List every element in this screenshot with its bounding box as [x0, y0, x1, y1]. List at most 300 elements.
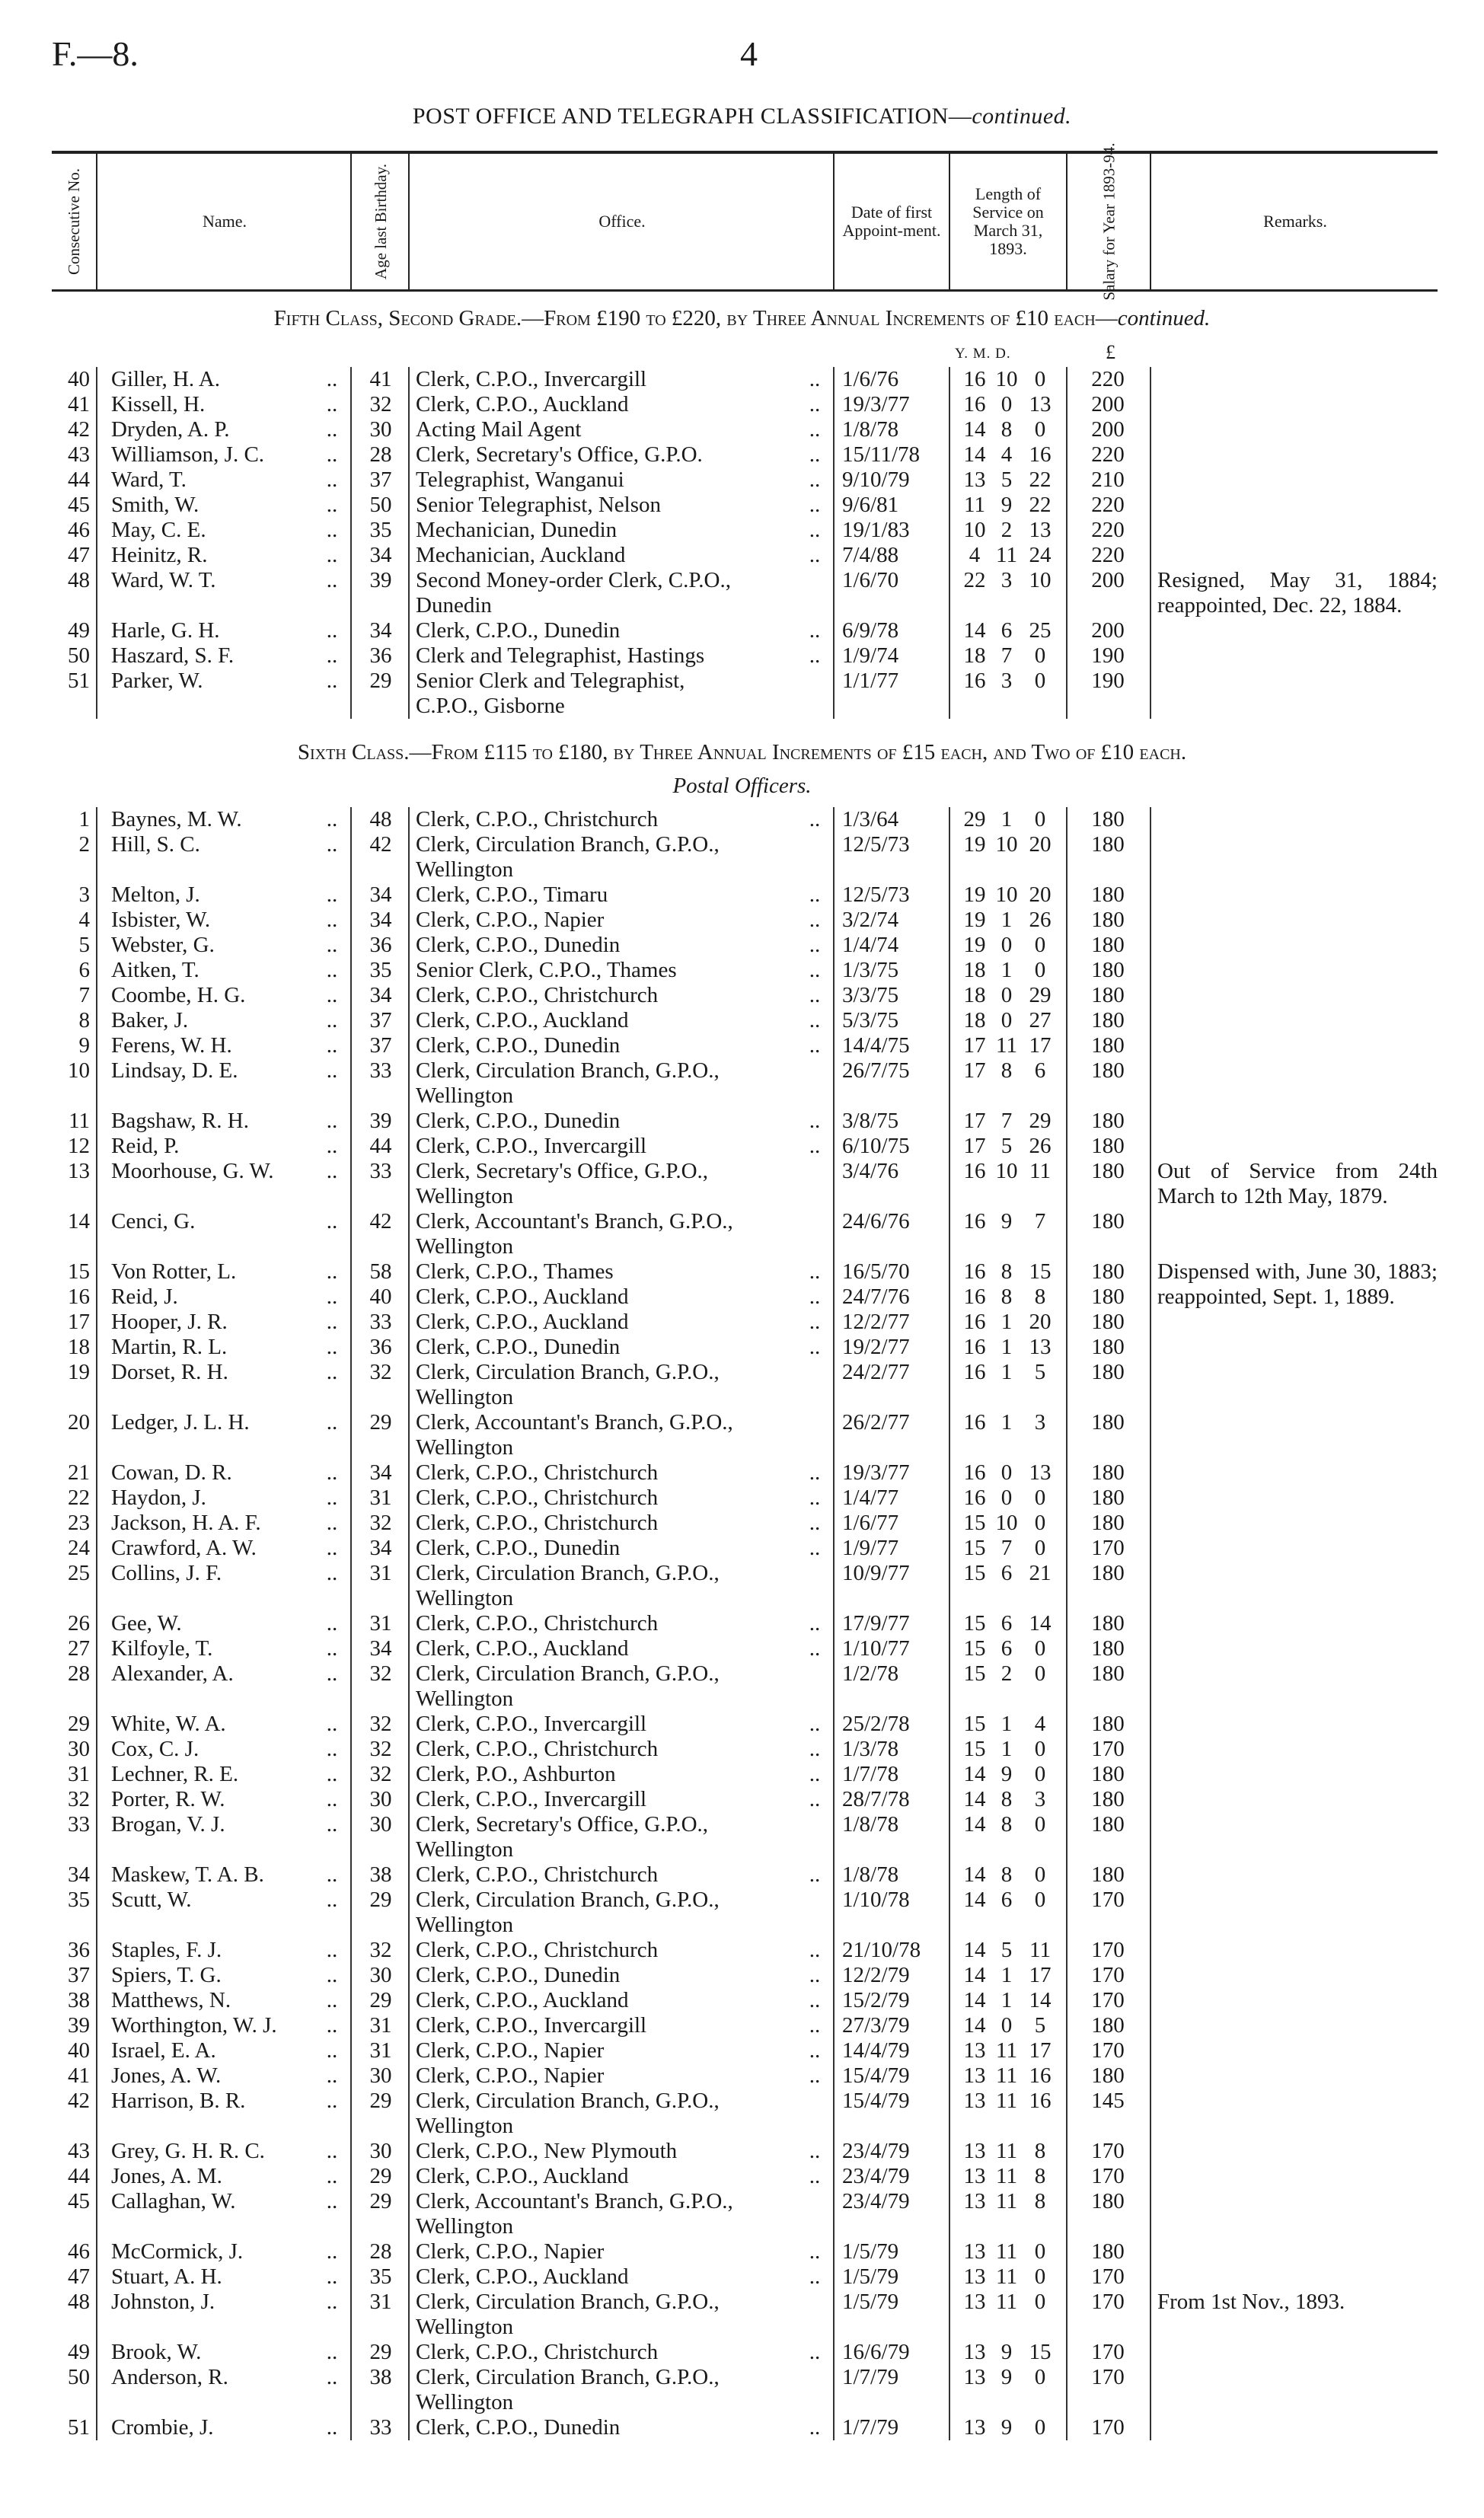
service-years: 15	[963, 1712, 986, 1736]
consecutive-number: 19	[68, 1360, 90, 1384]
appointment-date: 7/4/88	[842, 543, 899, 567]
employee-name: Dorset, R. H.	[111, 1360, 228, 1384]
office-cell	[416, 1636, 842, 1661]
header-office: Office.	[408, 154, 835, 289]
office-cell	[416, 1862, 842, 1888]
consecutive-number: 4	[78, 908, 90, 932]
office-line-continued: Dunedin	[416, 593, 492, 618]
service-days: 8	[1034, 2189, 1046, 2213]
table-row	[52, 1737, 1438, 1762]
service-months: 11	[996, 2139, 1017, 2163]
office-cell	[416, 518, 842, 543]
service-years: 13	[963, 2365, 986, 2389]
salary-value: 180	[1091, 1285, 1125, 1309]
office-line-continued: Wellington	[416, 2315, 514, 2339]
consecutive-number: 43	[68, 442, 90, 467]
consecutive-number: 40	[68, 367, 90, 391]
appointment-date: 3/3/75	[842, 983, 899, 1007]
appointment-date: 1/9/74	[842, 643, 899, 668]
leader-dots: ..	[326, 1486, 338, 1510]
leader-dots: ..	[326, 1310, 338, 1334]
leader-dots: ..	[809, 543, 821, 567]
employee-name: Cenci, G.	[111, 1209, 196, 1233]
service-months: 1	[1001, 1988, 1013, 2012]
service-years: 16	[963, 1486, 986, 1510]
column-rule	[949, 367, 950, 719]
salary-value: 170	[1091, 2340, 1125, 2364]
employee-name: Aitken, T.	[111, 958, 199, 982]
consecutive-number: 48	[68, 568, 90, 592]
office-line: Clerk, C.P.O., Christchurch	[416, 1511, 659, 1535]
table-row	[52, 392, 1438, 417]
salary-value: 180	[1091, 2013, 1125, 2038]
leader-dots: ..	[809, 958, 821, 982]
salary-value: 180	[1091, 1812, 1125, 1837]
appointment-date: 1/7/79	[842, 2415, 899, 2440]
age-value: 48	[369, 807, 392, 831]
service-months: 5	[1001, 1938, 1013, 1962]
leader-dots: ..	[326, 1737, 338, 1761]
service-days: 8	[1034, 2164, 1046, 2188]
office-line: Clerk and Telegraphist, Hastings	[416, 643, 705, 668]
employee-name: Heinitz, R.	[111, 543, 208, 567]
appointment-date: 19/3/77	[842, 392, 910, 416]
appointment-date: 24/7/76	[842, 1285, 910, 1309]
service-days: 22	[1029, 468, 1052, 492]
consecutive-number: 9	[78, 1033, 90, 1058]
appointment-date: 19/1/83	[842, 518, 910, 542]
leader-dots: ..	[326, 958, 338, 982]
consecutive-number: 28	[68, 1661, 90, 1686]
salary-value: 145	[1091, 2089, 1125, 2113]
employee-name: Giller, H. A.	[111, 367, 221, 391]
service-years: 18	[963, 643, 986, 668]
table-row	[52, 1486, 1438, 1511]
appointment-date: 27/3/79	[842, 2013, 910, 2038]
consecutive-number: 6	[78, 958, 90, 982]
consecutive-number: 49	[68, 2340, 90, 2364]
service-days: 16	[1029, 2089, 1052, 2113]
age-value: 29	[369, 669, 392, 693]
leader-dots: ..	[809, 1134, 821, 1158]
service-years: 13	[963, 2164, 986, 2188]
office-line: Clerk, C.P.O., Dunedin	[416, 2415, 621, 2440]
age-value: 35	[369, 958, 392, 982]
leader-dots: ..	[809, 392, 821, 416]
consecutive-number: 35	[68, 1888, 90, 1912]
column-rule	[96, 807, 97, 2440]
appointment-date: 9/6/81	[842, 493, 899, 517]
leader-dots: ..	[809, 1938, 821, 1962]
leader-dots: ..	[809, 417, 821, 442]
service-years: 16	[963, 392, 986, 416]
service-days: 4	[1034, 1712, 1046, 1736]
leader-dots: ..	[809, 933, 821, 957]
office-line: Mechanician, Dunedin	[416, 518, 618, 542]
office-line: Clerk, C.P.O., Dunedin	[416, 1109, 621, 1133]
office-line: Clerk, C.P.O., Christchurch	[416, 2340, 659, 2364]
service-days: 8	[1034, 2139, 1046, 2163]
appointment-date: 15/2/79	[842, 1988, 910, 2012]
table-row	[52, 1058, 1438, 1109]
age-value: 29	[369, 2340, 392, 2364]
service-days: 0	[1034, 2264, 1046, 2289]
age-value: 32	[369, 392, 392, 416]
salary-value: 220	[1091, 493, 1125, 517]
age-value: 44	[369, 1134, 392, 1158]
leader-dots: ..	[326, 1963, 338, 1987]
age-value: 32	[369, 1938, 392, 1962]
service-days: 0	[1034, 1762, 1046, 1786]
service-days: 13	[1029, 518, 1052, 542]
service-months: 7	[1001, 1536, 1013, 1560]
leader-dots: ..	[809, 618, 821, 643]
office-cell	[416, 2189, 842, 2239]
header-remarks: Remarks.	[1150, 154, 1439, 289]
service-months: 11	[996, 1033, 1017, 1058]
service-years: 14	[963, 442, 986, 467]
office-line: Clerk, C.P.O., Thames	[416, 1259, 614, 1284]
consecutive-number: 8	[78, 1008, 90, 1032]
remarks-text: From 1st Nov., 1893.	[1157, 2290, 1345, 2314]
employee-name: Ferens, W. H.	[111, 1033, 232, 1058]
service-days: 22	[1029, 493, 1052, 517]
age-value: 32	[369, 1737, 392, 1761]
appointment-date: 28/7/78	[842, 1787, 910, 1811]
employee-name: Alexander, A.	[111, 1661, 234, 1686]
office-line: Clerk, P.O., Ashburton	[416, 1762, 616, 1786]
office-cell	[416, 442, 842, 468]
service-years: 17	[963, 1109, 986, 1133]
column-rule	[949, 807, 950, 2440]
salary-value: 170	[1091, 1888, 1125, 1912]
appointment-date: 1/3/78	[842, 1737, 899, 1761]
employee-name: Harle, G. H.	[111, 618, 220, 643]
salary-value: 170	[1091, 2038, 1125, 2063]
service-days: 14	[1029, 1611, 1052, 1636]
service-days: 3	[1034, 1410, 1046, 1435]
office-line: Clerk, C.P.O., Napier	[416, 2063, 605, 2088]
service-months: 1	[1001, 1335, 1013, 1359]
consecutive-number: 30	[68, 1737, 90, 1761]
header-name: Name.	[96, 154, 352, 289]
employee-name: Von Rotter, L.	[111, 1259, 237, 1284]
service-months: 6	[1001, 1636, 1013, 1661]
office-line: Clerk, Circulation Branch, G.P.O.,	[416, 1661, 720, 1686]
consecutive-number: 1	[78, 807, 90, 831]
consecutive-number: 2	[78, 832, 90, 857]
office-cell	[416, 1963, 842, 1988]
age-value: 32	[369, 1511, 392, 1535]
service-months: 0	[1001, 983, 1013, 1007]
service-months: 6	[1001, 1611, 1013, 1636]
age-value: 42	[369, 832, 392, 857]
service-years: 13	[963, 2189, 986, 2213]
age-value: 39	[369, 568, 392, 592]
service-days: 26	[1029, 908, 1052, 932]
age-value: 32	[369, 1712, 392, 1736]
leader-dots: ..	[326, 908, 338, 932]
office-line-continued: Wellington	[416, 1435, 514, 1460]
leader-dots: ..	[326, 1033, 338, 1058]
leader-dots: ..	[809, 1862, 821, 1887]
leader-dots: ..	[326, 2264, 338, 2289]
employee-name: Jones, A. W.	[111, 2063, 222, 2088]
office-cell	[416, 1737, 842, 1762]
office-cell	[416, 468, 842, 493]
service-days: 16	[1029, 442, 1052, 467]
employee-name: Israel, E. A.	[111, 2038, 216, 2063]
appointment-date: 1/6/70	[842, 568, 899, 592]
office-cell	[416, 1209, 842, 1259]
service-years: 17	[963, 1134, 986, 1158]
service-months: 1	[1001, 1360, 1013, 1384]
office-cell	[416, 2365, 842, 2415]
age-value: 35	[369, 518, 392, 542]
office-cell	[416, 493, 842, 518]
employee-name: Grey, G. H. R. C.	[111, 2139, 265, 2163]
office-line: Clerk, C.P.O., Auckland	[416, 1008, 629, 1032]
age-value: 30	[369, 1963, 392, 1987]
column-rule	[1066, 807, 1068, 2440]
leader-dots: ..	[809, 2264, 821, 2289]
subsection-heading-postal-officers: Postal Officers.	[672, 774, 812, 798]
service-days: 0	[1034, 2365, 1046, 2389]
office-cell	[416, 1460, 842, 1486]
salary-value: 180	[1091, 1636, 1125, 1661]
age-value: 36	[369, 643, 392, 668]
office-line: Clerk, C.P.O., Auckland	[416, 1636, 629, 1661]
office-line: Senior Clerk and Telegraphist,	[416, 669, 685, 693]
appointment-date: 26/7/75	[842, 1058, 910, 1083]
remarks-text: Resigned, May 31, 1884; reappointed, Dec. 22, 1884.	[1157, 568, 1438, 618]
leader-dots: ..	[809, 2063, 821, 2088]
leader-dots: ..	[809, 1335, 821, 1359]
table-row	[52, 1988, 1438, 2013]
leader-dots: ..	[326, 882, 338, 907]
age-value: 31	[369, 2013, 392, 2038]
age-value: 30	[369, 2063, 392, 2088]
column-rule	[350, 807, 352, 2440]
appointment-date: 1/7/79	[842, 2365, 899, 2389]
table-row	[52, 643, 1438, 669]
service-months: 11	[996, 2164, 1017, 2188]
age-value: 28	[369, 442, 392, 467]
salary-value: 210	[1091, 468, 1125, 492]
leader-dots: ..	[326, 2089, 338, 2113]
appointment-date: 12/5/73	[842, 832, 910, 857]
salary-value: 180	[1091, 1134, 1125, 1158]
salary-value: 180	[1091, 832, 1125, 857]
employee-name: Ward, T.	[111, 468, 187, 492]
leader-dots: ..	[809, 1460, 821, 1485]
service-months: 7	[1001, 1109, 1013, 1133]
service-days: 29	[1029, 983, 1052, 1007]
age-value: 31	[369, 1561, 392, 1585]
fifth-class-table	[52, 367, 1438, 719]
office-cell	[416, 392, 842, 417]
service-years: 18	[963, 983, 986, 1007]
office-cell	[416, 958, 842, 983]
appointment-date: 1/2/78	[842, 1661, 899, 1686]
office-line: Senior Clerk, C.P.O., Thames	[416, 958, 677, 982]
service-days: 27	[1029, 1008, 1052, 1032]
office-line: Clerk, Circulation Branch, G.P.O.,	[416, 832, 720, 857]
office-line: Clerk, Circulation Branch, G.P.O.,	[416, 1888, 720, 1912]
employee-name: Worthington, W. J.	[111, 2013, 277, 2038]
service-years: 14	[963, 1938, 986, 1962]
employee-name: McCormick, J.	[111, 2239, 244, 2264]
table-row	[52, 669, 1438, 719]
employee-name: Moorhouse, G. W.	[111, 1159, 274, 1183]
salary-value: 220	[1091, 442, 1125, 467]
employee-name: Scutt, W.	[111, 1888, 192, 1912]
leader-dots: ..	[809, 442, 821, 467]
salary-value: 180	[1091, 2063, 1125, 2088]
office-line: Clerk, Circulation Branch, G.P.O.,	[416, 1058, 720, 1083]
leader-dots: ..	[809, 983, 821, 1007]
service-years: 15	[963, 1561, 986, 1585]
service-years: 15	[963, 1511, 986, 1535]
service-years: 16	[963, 1285, 986, 1309]
appointment-date: 1/10/77	[842, 1636, 910, 1661]
leader-dots: ..	[326, 1159, 338, 1183]
office-cell	[416, 1410, 842, 1460]
service-months: 6	[1001, 1561, 1013, 1585]
service-months: 0	[1001, 933, 1013, 957]
office-line: Clerk, C.P.O., Dunedin	[416, 1033, 621, 1058]
appointment-date: 23/4/79	[842, 2164, 910, 2188]
service-years: 4	[969, 543, 981, 567]
service-years: 14	[963, 417, 986, 442]
age-value: 37	[369, 1033, 392, 1058]
salary-value: 180	[1091, 1611, 1125, 1636]
age-value: 50	[369, 493, 392, 517]
office-cell	[416, 2013, 842, 2038]
salary-value: 200	[1091, 392, 1125, 416]
service-months: 9	[1001, 2340, 1013, 2364]
leader-dots: ..	[809, 1611, 821, 1636]
office-cell	[416, 1335, 842, 1360]
service-years: 13	[963, 2340, 986, 2364]
service-years: 15	[963, 1611, 986, 1636]
salary-value: 180	[1091, 1209, 1125, 1233]
office-cell	[416, 908, 842, 933]
service-months: 0	[1001, 1486, 1013, 1510]
employee-name: Kilfoyle, T.	[111, 1636, 213, 1661]
leader-dots: ..	[809, 1310, 821, 1334]
leader-dots: ..	[326, 468, 338, 492]
table-row	[52, 832, 1438, 882]
office-line: Clerk, C.P.O., Dunedin	[416, 1963, 621, 1987]
service-years: 16	[963, 1259, 986, 1284]
consecutive-number: 51	[68, 669, 90, 693]
appointment-date: 3/4/76	[842, 1159, 899, 1183]
service-days: 6	[1034, 1058, 1046, 1083]
consecutive-number: 48	[68, 2290, 90, 2314]
consecutive-number: 50	[68, 2365, 90, 2389]
service-years: 17	[963, 1058, 986, 1083]
employee-name: Ward, W. T.	[111, 568, 216, 592]
service-years: 16	[963, 1335, 986, 1359]
salary-value: 220	[1091, 543, 1125, 567]
table-row	[52, 1636, 1438, 1661]
leader-dots: ..	[326, 1360, 338, 1384]
office-cell	[416, 1259, 842, 1285]
age-value: 58	[369, 1259, 392, 1284]
table-row	[52, 1008, 1438, 1033]
leader-dots: ..	[326, 442, 338, 467]
salary-value: 170	[1091, 1938, 1125, 1962]
office-line: Clerk, Secretary's Office, G.P.O.,	[416, 1159, 709, 1183]
header-salary: Salary for Year 1893-94.	[1066, 154, 1151, 289]
leader-dots: ..	[326, 1636, 338, 1661]
office-line-continued: Wellington	[416, 1184, 514, 1208]
service-months: 8	[1001, 1058, 1013, 1083]
service-months: 9	[1001, 2365, 1013, 2389]
leader-dots: ..	[326, 1712, 338, 1736]
office-line-continued: Wellington	[416, 1083, 514, 1108]
office-line: Clerk, C.P.O., Invercargill	[416, 1712, 647, 1736]
office-line-continued: Wellington	[416, 1234, 514, 1259]
consecutive-number: 39	[68, 2013, 90, 2038]
employee-name: Reid, J.	[111, 1285, 178, 1309]
leader-dots: ..	[326, 1862, 338, 1887]
leader-dots: ..	[809, 1511, 821, 1535]
office-cell	[416, 807, 842, 832]
appointment-date: 10/9/77	[842, 1561, 910, 1585]
service-months: 7	[1001, 643, 1013, 668]
office-cell	[416, 2239, 842, 2264]
office-line: Clerk, C.P.O., Auckland	[416, 1310, 629, 1334]
header-date: Date of first Appoint-ment.	[833, 154, 949, 289]
leader-dots: ..	[326, 1762, 338, 1786]
table-row	[52, 1536, 1438, 1561]
service-days: 0	[1034, 1812, 1046, 1837]
age-value: 29	[369, 2189, 392, 2213]
age-value: 34	[369, 618, 392, 643]
table-row	[52, 2189, 1438, 2239]
appointment-date: 14/4/75	[842, 1033, 910, 1058]
appointment-date: 23/4/79	[842, 2189, 910, 2213]
service-days: 0	[1034, 367, 1046, 391]
employee-name: Cowan, D. R.	[111, 1460, 232, 1485]
service-days: 13	[1029, 1335, 1052, 1359]
office-line-continued: Wellington	[416, 1913, 514, 1937]
salary-value: 180	[1091, 1058, 1125, 1083]
leader-dots: ..	[326, 392, 338, 416]
office-line: Clerk, C.P.O., Christchurch	[416, 1737, 659, 1761]
leader-dots: ..	[326, 367, 338, 391]
employee-name: Cox, C. J.	[111, 1737, 199, 1761]
consecutive-number: 24	[68, 1536, 90, 1560]
employee-name: May, C. E.	[111, 518, 206, 542]
office-line: Clerk, Circulation Branch, G.P.O.,	[416, 2290, 720, 2314]
service-days: 17	[1029, 1963, 1052, 1987]
age-value: 34	[369, 1536, 392, 1560]
leader-dots: ..	[326, 1661, 338, 1686]
appointment-date: 3/8/75	[842, 1109, 899, 1133]
currency-label: £	[1106, 341, 1116, 363]
leader-dots: ..	[809, 1109, 821, 1133]
service-months: 1	[1001, 1737, 1013, 1761]
consecutive-number: 5	[78, 933, 90, 957]
service-days: 0	[1034, 2290, 1046, 2314]
salary-value: 180	[1091, 1661, 1125, 1686]
office-cell	[416, 1661, 842, 1712]
age-value: 33	[369, 1310, 392, 1334]
column-rule	[96, 367, 97, 719]
